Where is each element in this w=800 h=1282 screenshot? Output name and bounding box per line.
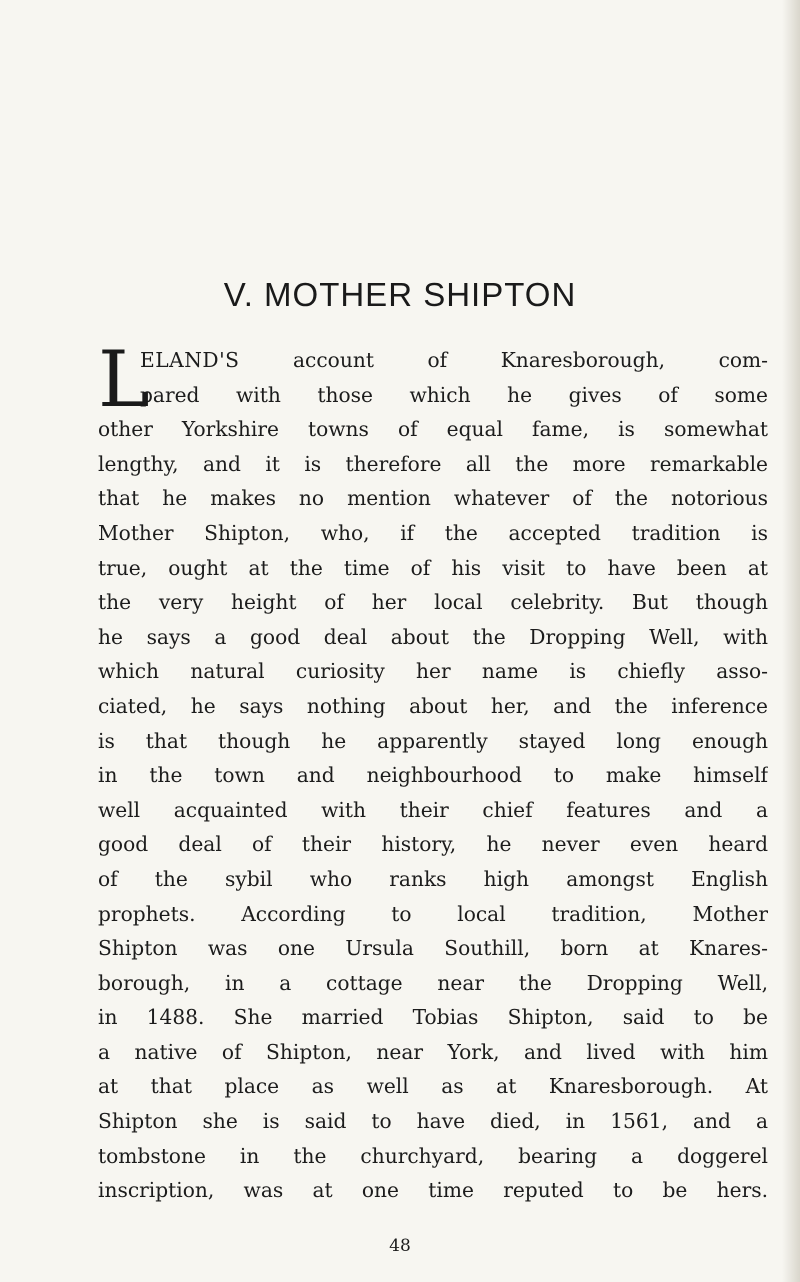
text-line-4: lengthy, and it is therefore all the more remarkable	[98, 451, 768, 476]
text-line-25: inscription, was at one time reputed to be hers.	[98, 1178, 768, 1203]
text-line-19: borough, in a cottage near the Dropping Well,	[98, 970, 768, 995]
text-line-10: which natural curiosity her name is chiefly asso-	[98, 659, 768, 684]
text-line-14: well acquainted with their chief features and a	[98, 797, 768, 822]
text-line-18: Shipton was one Ursula Southill, born at Knares-	[98, 936, 768, 961]
text-line-5: that he makes no mention whatever of the notorious	[98, 486, 768, 511]
text-line-20: in 1488. She married Tobias Shipton, said to be	[98, 1005, 768, 1030]
text-line-13: in the town and neighbourhood to make himself	[98, 763, 768, 788]
chapter-title: V. MOTHER SHIPTON	[223, 276, 577, 313]
page-edge-shadow	[782, 0, 800, 1282]
drop-cap-letter: L	[98, 335, 150, 425]
text-line-6: Mother Shipton, who, if the accepted tradition is	[98, 520, 768, 545]
page-number: 48	[389, 1236, 411, 1256]
text-line-1-rest: account of Knaresborough, com-	[239, 348, 768, 372]
text-line-23: Shipton she is said to have died, in 1561, and a	[98, 1109, 768, 1134]
text-line-16: of the sybil who ranks high amongst English	[98, 866, 768, 891]
text-line-22: at that place as well as at Knaresborough. At	[98, 1074, 768, 1099]
body-paragraph	[98, 335, 768, 1208]
text-line-7: true, ought at the time of his visit to have been at	[98, 555, 768, 580]
text-line-17: prophets. According to local tradition, Mother	[98, 901, 768, 926]
text-line-11: ciated, he says nothing about her, and the inference	[98, 693, 768, 718]
text-line-21: a native of Shipton, near York, and lived with him	[98, 1039, 768, 1064]
text-line-8: the very height of her local celebrity. But though	[98, 590, 768, 615]
text-line-15: good deal of their history, he never even heard	[98, 832, 768, 857]
first-word: ELAND'S	[140, 348, 240, 372]
text-line-3: other Yorkshire towns of equal fame, is somewhat	[98, 417, 768, 442]
text-line-12: is that though he apparently stayed long enough	[98, 728, 768, 753]
text-line-2: pared with those which he gives of some	[140, 382, 768, 407]
text-line-1	[98, 343, 768, 378]
text-line-9: he says a good deal about the Dropping Well, with	[98, 624, 768, 649]
text-line-24: tombstone in the churchyard, bearing a doggerel	[98, 1143, 768, 1168]
